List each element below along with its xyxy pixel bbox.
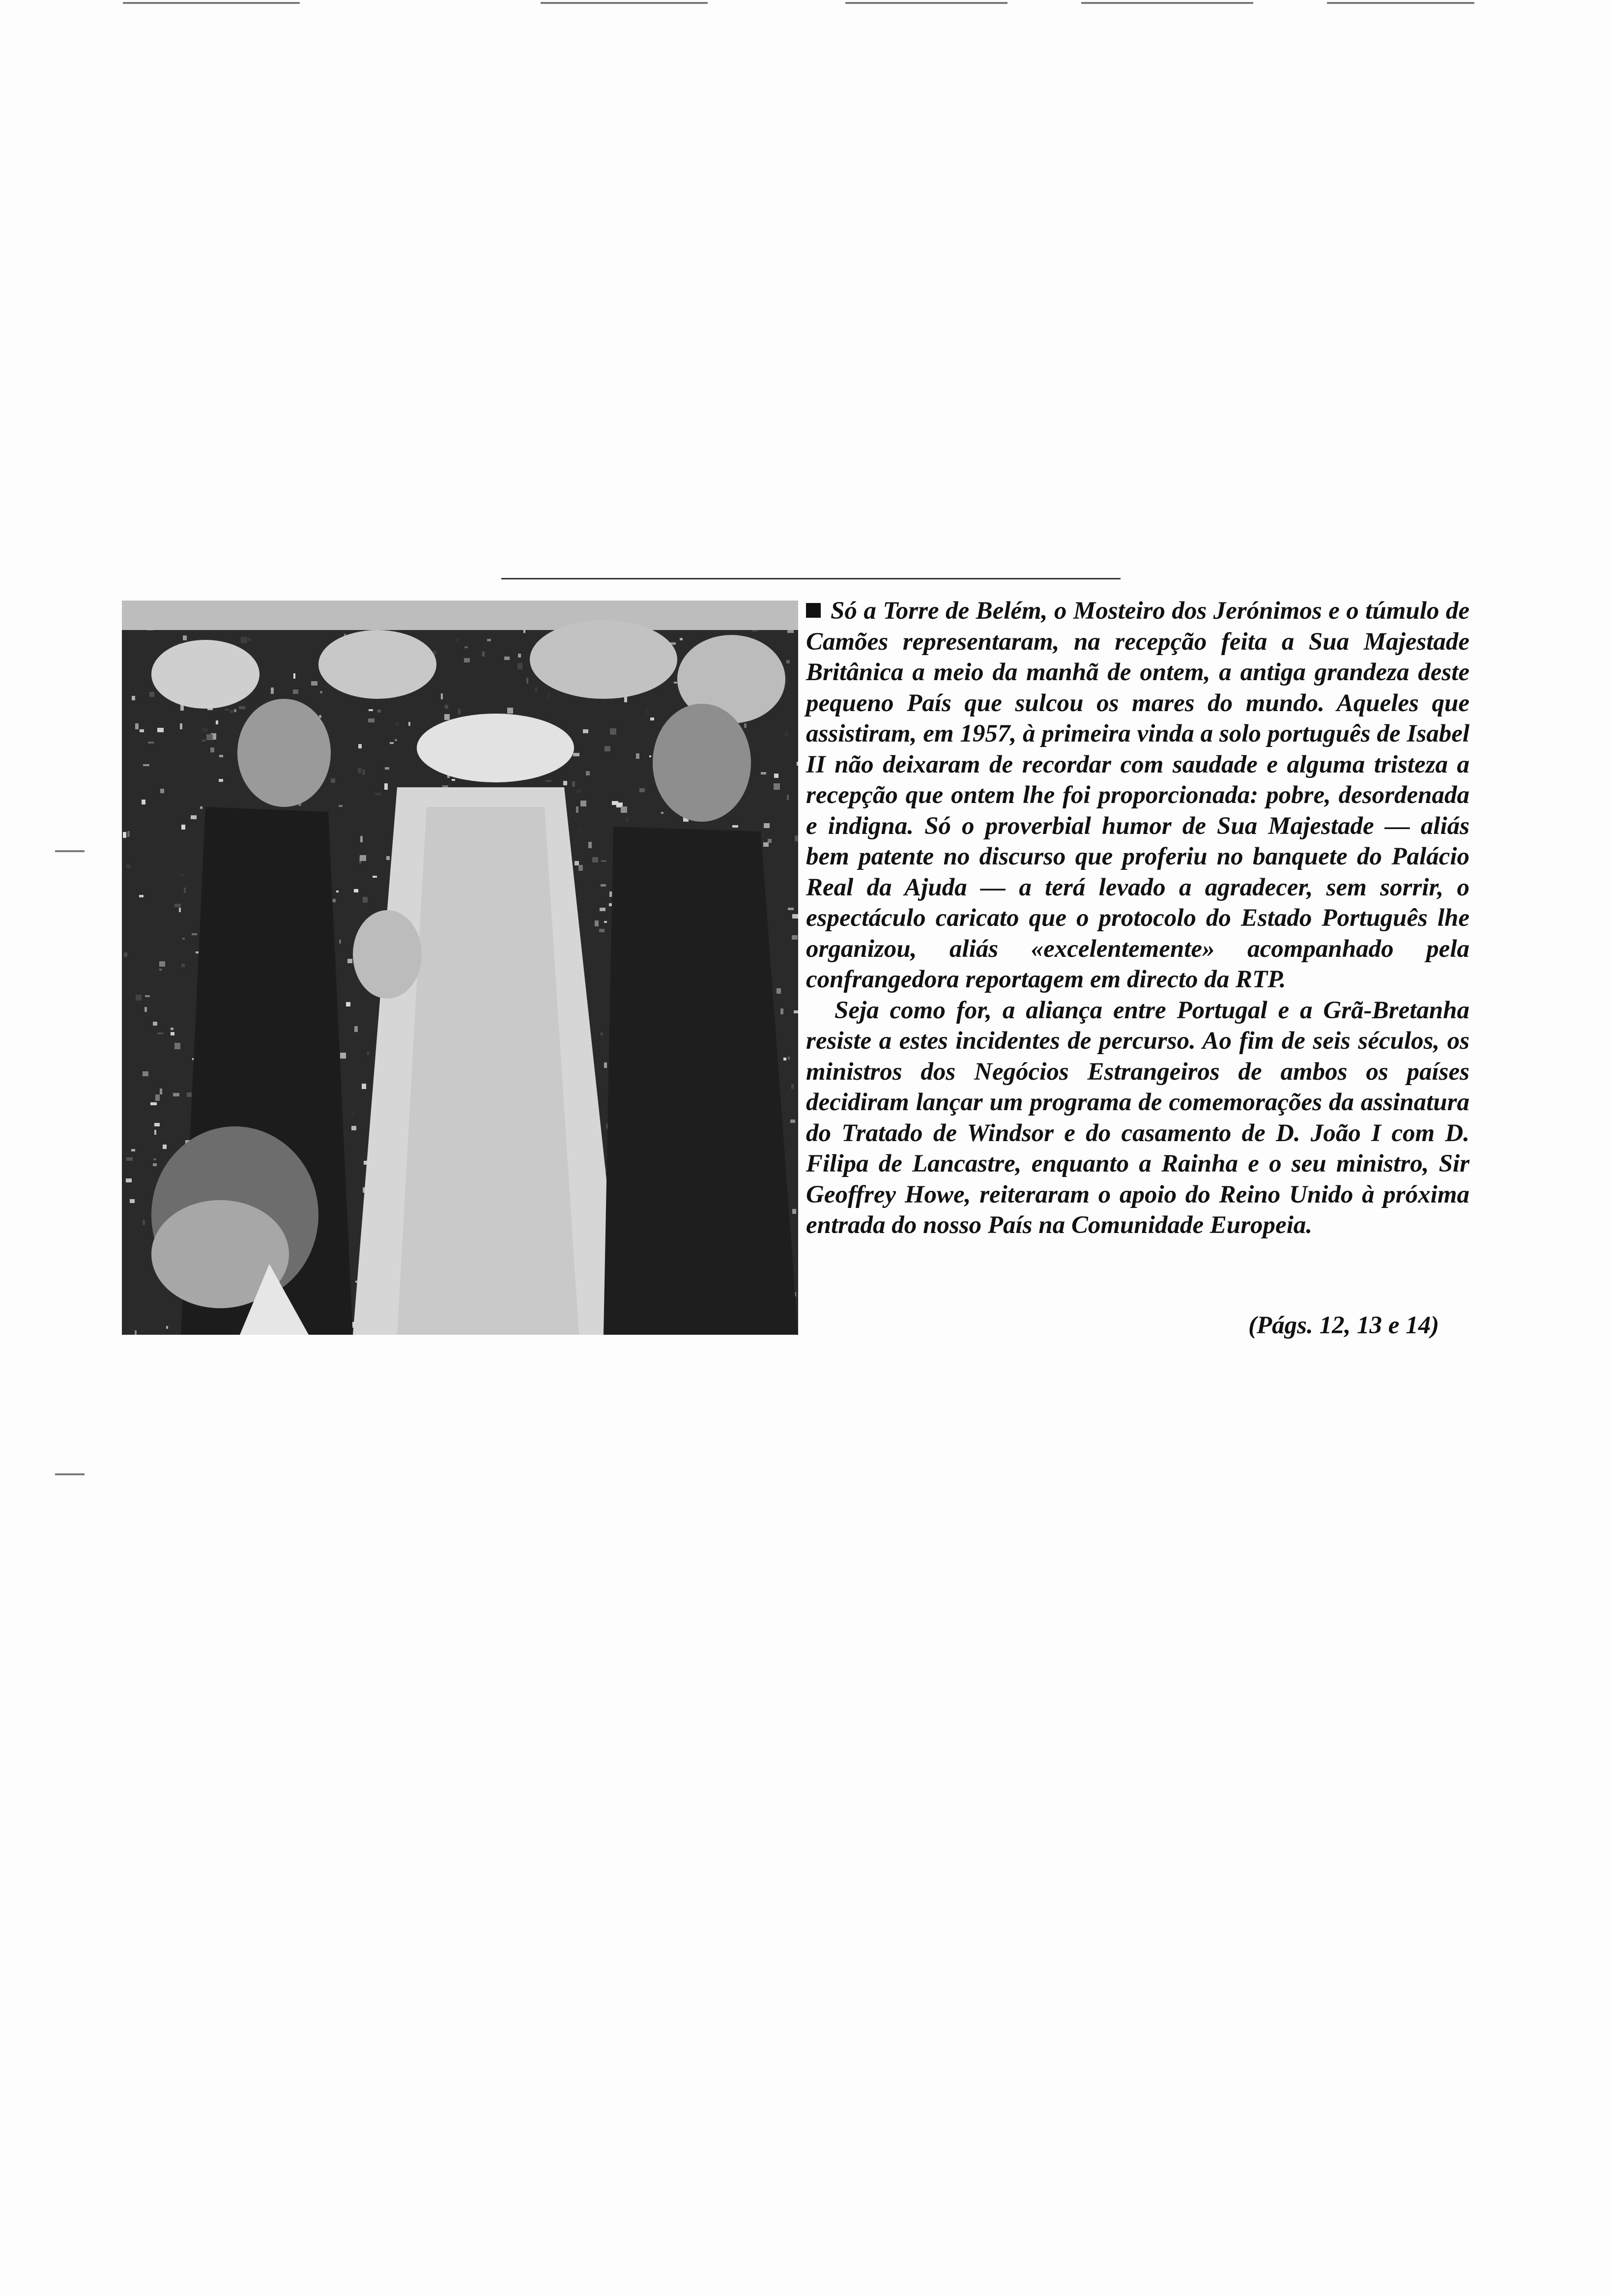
- page-reference: (Págs. 12, 13 e 14): [1248, 1312, 1439, 1339]
- news-photo-graphic: [122, 601, 798, 1335]
- scan-edge-mark: [123, 2, 300, 4]
- article-text: [806, 596, 1469, 1241]
- scan-edge-mark: [1081, 2, 1253, 4]
- bullet-square-icon: [806, 603, 821, 618]
- article-paragraph-1: [806, 596, 1469, 995]
- article-paragraph-1-text: Só a Torre de Belém, o Mosteiro dos Jerónimos e o túmulo de Camões representaram, na recepção feita a Sua Majestade Britânica a meio da manhã de ontem, a antiga grandeza deste pequeno País que sulcou os mares do mundo. Aqueles que assistiram, em 1957, à primeira vinda a solo português de Isabel II não deixaram de recordar com saudade e alguma tristeza a recepção que ontem lhe foi proporcionada: pobre, desordenada e indigna. Só o proverbial humor de Sua Majestade — aliás bem patente no discurso que proferiu no banquete do Palácio Real da Ajuda — a terá levado a agradecer, sem sorrir, o espectáculo caricato que o protocolo do Estado Português lhe organizou, aliás «excelentemente» acompanhado pela confrangedora reportagem em directo da RTP.: [806, 597, 1469, 993]
- news-photo: [122, 601, 798, 1335]
- article-paragraph-2: Seja como for, a aliança entre Portugal e a Grã-Bretanha resiste a estes incidentes de percurso. Ao fim de seis séculos, os ministros dos Negócios Estrangeiros de ambos os países decidiram lançar um programa de comemorações da assinatura do Tratado de Windsor e do casamento de D. João I com D. Filipa de Lancastre, enquanto a Rainha e o seu ministro, Sir Geoffrey Howe, reiteraram o apoio do Reino Unido à próxima entrada do nosso País na Comunidade Europeia.: [806, 996, 1469, 1239]
- scan-edge-mark: [1327, 2, 1474, 4]
- scan-edge-mark: [541, 2, 708, 4]
- article-top-rule: [501, 578, 1121, 579]
- scan-edge-mark: [845, 2, 1008, 4]
- scan-edge-mark: [55, 850, 85, 852]
- scan-edge-mark: [55, 1473, 85, 1475]
